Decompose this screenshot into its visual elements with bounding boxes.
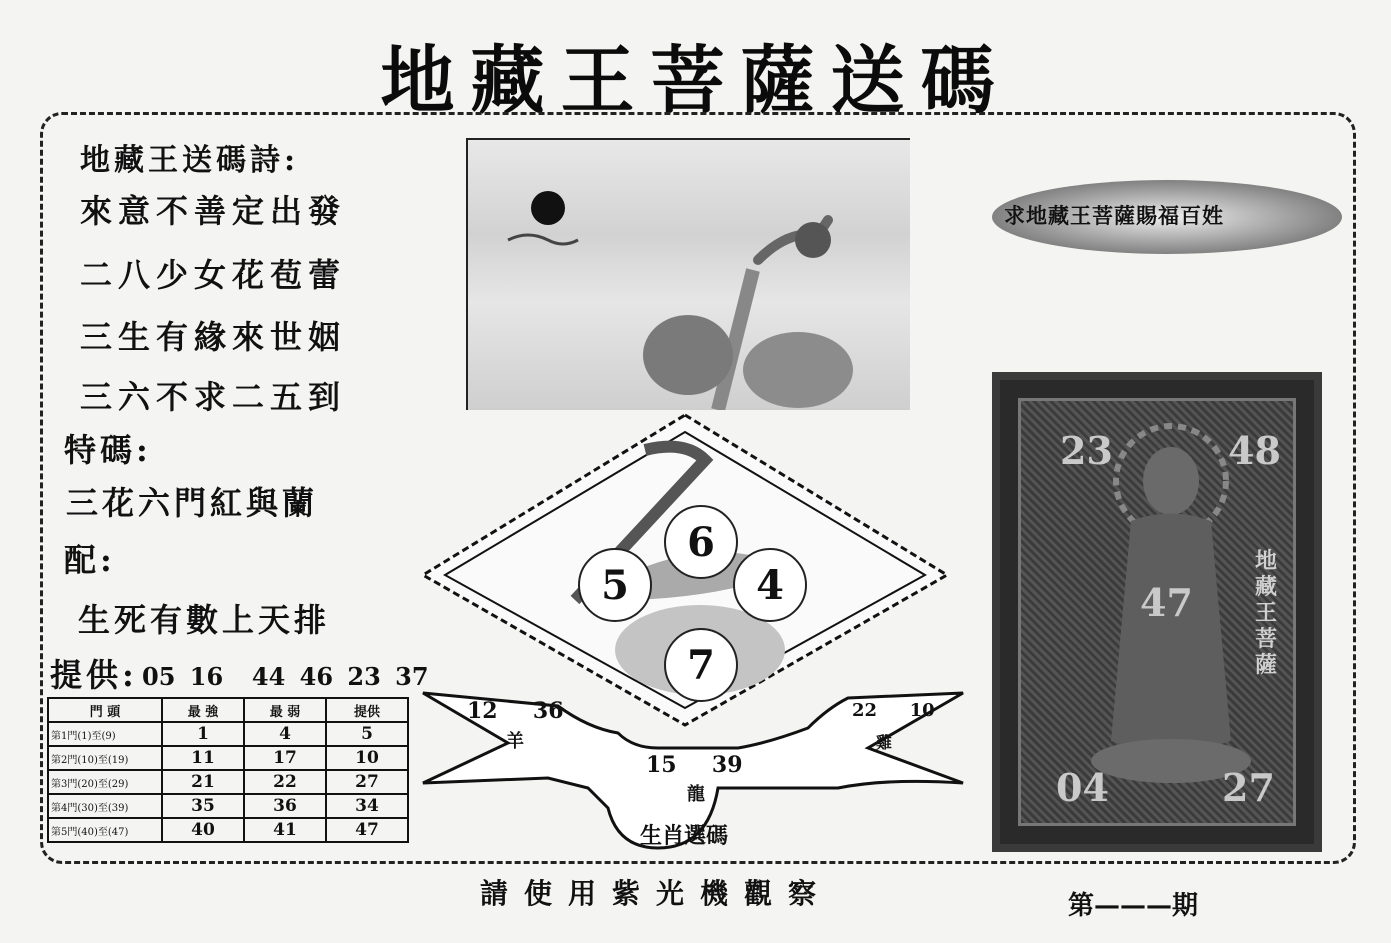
cell-weak: 17 (244, 746, 326, 770)
row-label: 第4門(30)至(39) (48, 794, 162, 818)
table-row (48, 746, 408, 770)
table-header: 最 強 (162, 698, 244, 722)
zodiac-center-numbers: 15 39 (646, 752, 743, 778)
seal-side-text: 地藏王菩薩 (1255, 548, 1278, 678)
row-label: 第2門(10)至(19) (48, 746, 162, 770)
ink-painting (466, 138, 910, 410)
number-ball: 7 (664, 628, 738, 702)
cell-provide: 5 (326, 722, 408, 746)
zodiac-center-sign: 龍 (687, 784, 705, 805)
cell-provide: 34 (326, 794, 408, 818)
special-label: 特碼: (64, 431, 152, 469)
number-ball: 5 (578, 548, 652, 622)
cell-weak: 4 (244, 722, 326, 746)
provide-label: 提供: (50, 656, 138, 694)
table-header-row (48, 698, 408, 722)
pair-text: 生死有數上天排 (78, 601, 331, 639)
zodiac-right-sign: 雞 (876, 733, 893, 752)
number-ball: 6 (664, 505, 738, 579)
issue-number: 第———期 (1068, 891, 1199, 921)
zodiac-left-numbers: 12 36 (467, 698, 564, 724)
poem-line-4: 三六不求二五到 (80, 378, 347, 416)
provide-numbers: 05 16 44 46 23 37 (142, 662, 429, 691)
zodiac-left-sign: 羊 (506, 731, 524, 752)
table-row (48, 794, 408, 818)
poem-heading: 地藏王送碼詩: (80, 143, 300, 178)
seal-number-tr: 48 (1228, 428, 1281, 473)
row-label: 第3門(20)至(29) (48, 770, 162, 794)
page-title: 地藏王菩薩送碼 (380, 38, 1011, 124)
buddha-seal (992, 372, 1322, 852)
figure-shape (643, 315, 733, 395)
table-row (48, 818, 408, 842)
cell-strong: 40 (162, 818, 244, 842)
table-row (48, 722, 408, 746)
seal-number-tl: 23 (1060, 428, 1113, 473)
cell-strong: 21 (162, 770, 244, 794)
poem-line-1: 來意不善定出發 (80, 192, 347, 230)
cell-weak: 22 (244, 770, 326, 794)
frequency-table (47, 697, 409, 843)
cell-strong: 11 (162, 746, 244, 770)
special-text: 三花六門紅與蘭 (66, 484, 319, 522)
painting-illustration (468, 140, 910, 410)
cell-weak: 36 (244, 794, 326, 818)
cell-provide: 47 (326, 818, 408, 842)
zodiac-right-numbers: 22 10 (852, 700, 935, 721)
poem-line-3: 三生有緣來世姻 (80, 318, 347, 356)
table-header: 門 頭 (48, 698, 162, 722)
footer-instruction: 請使用紫光機觀察 (480, 877, 833, 910)
moon-icon (531, 191, 565, 225)
number-ball: 4 (733, 548, 807, 622)
blessing-text: 求地藏王菩薩賜福百姓 (1004, 203, 1224, 228)
seal-number-bl: 04 (1056, 765, 1109, 810)
row-label: 第5門(40)至(47) (48, 818, 162, 842)
table-header: 最 弱 (244, 698, 326, 722)
seal-number-br: 27 (1222, 765, 1275, 810)
row-label: 第1門(1)至(9) (48, 722, 162, 746)
table-row (48, 770, 408, 794)
cell-strong: 35 (162, 794, 244, 818)
table-header: 提供 (326, 698, 408, 722)
cell-strong: 1 (162, 722, 244, 746)
cell-provide: 10 (326, 746, 408, 770)
cell-weak: 41 (244, 818, 326, 842)
zodiac-banner-label: 生肖選碼 (640, 823, 729, 849)
cell-provide: 27 (326, 770, 408, 794)
pair-label: 配: (64, 541, 116, 579)
seal-number-center: 47 (1140, 580, 1193, 625)
poem-line-2: 二八少女花苞蕾 (80, 256, 347, 294)
